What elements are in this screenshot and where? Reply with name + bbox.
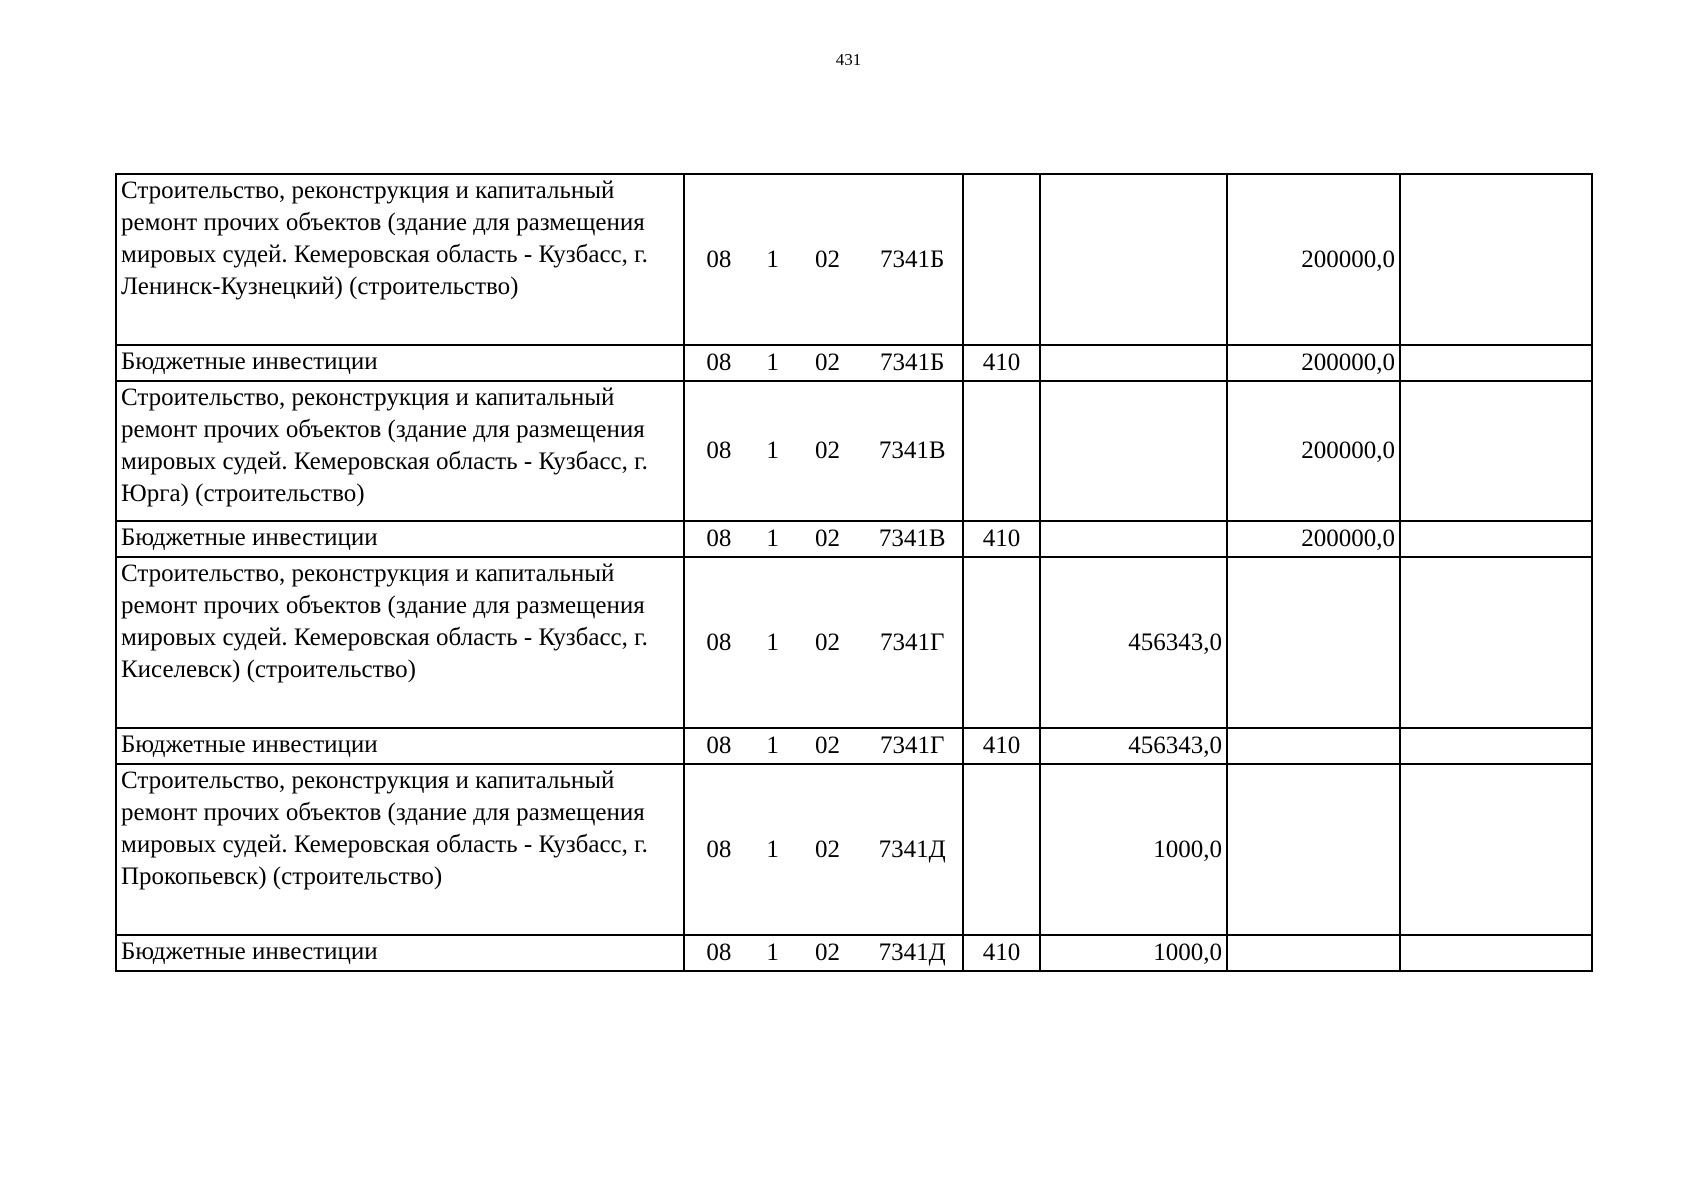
amount-3 xyxy=(1400,764,1592,935)
amount-2 xyxy=(1227,764,1400,935)
expense-type-code: 410 xyxy=(963,728,1040,764)
table-row xyxy=(116,935,1592,971)
amount-3 xyxy=(1400,345,1592,381)
row-name: Строительство, реконструкция и капитальный ремонт прочих объектов (здание для размещения мировых судей. Кемеровская область - Кузбасс, г. Киселевск) (строительство) xyxy=(116,557,684,728)
row-codes xyxy=(684,935,963,971)
program-code: 1 xyxy=(766,437,779,464)
program-code: 1 xyxy=(766,245,779,273)
amount-3 xyxy=(1400,521,1592,557)
row-name: Бюджетные инвестиции xyxy=(116,521,684,557)
subprogram-code: 02 xyxy=(814,835,840,863)
program-code: 1 xyxy=(766,349,779,376)
item-code: 7341Д xyxy=(878,939,946,966)
section-code: 08 xyxy=(706,349,732,376)
subprogram-code: 02 xyxy=(814,349,840,376)
amount-1: 456343,0 xyxy=(1040,557,1227,728)
expense-type-code xyxy=(963,557,1040,728)
subprogram-code: 02 xyxy=(814,628,840,656)
section-code: 08 xyxy=(706,245,732,273)
budget-table xyxy=(115,173,1593,972)
amount-3 xyxy=(1400,935,1592,971)
section-code: 08 xyxy=(706,835,732,863)
item-code: 7341В xyxy=(878,525,946,552)
page-number: 431 xyxy=(835,50,862,69)
table-row xyxy=(116,345,1592,381)
subprogram-code: 02 xyxy=(814,732,840,759)
table-row xyxy=(116,764,1592,935)
amount-2 xyxy=(1227,728,1400,764)
row-codes xyxy=(684,557,963,728)
subprogram-code: 02 xyxy=(814,525,840,552)
amount-3 xyxy=(1400,557,1592,728)
amount-2: 200000,0 xyxy=(1227,174,1400,345)
item-code: 7341Б xyxy=(880,245,945,273)
section-code: 08 xyxy=(706,628,732,656)
table-row xyxy=(116,557,1592,728)
row-name: Строительство, реконструкция и капитальный ремонт прочих объектов (здание для размещения мировых судей. Кемеровская область - Кузбасс, г. Ленинск-Кузнецкий) (строительство) xyxy=(116,174,684,345)
section-code: 08 xyxy=(706,732,732,759)
amount-2 xyxy=(1227,557,1400,728)
program-code: 1 xyxy=(766,835,779,863)
row-codes xyxy=(684,728,963,764)
amount-3 xyxy=(1400,174,1592,345)
table-row xyxy=(116,521,1592,557)
item-code: 7341Д xyxy=(878,835,946,863)
row-name: Бюджетные инвестиции xyxy=(116,345,684,381)
section-code: 08 xyxy=(706,525,732,552)
expense-type-code: 410 xyxy=(963,935,1040,971)
amount-1: 1000,0 xyxy=(1040,935,1227,971)
row-codes xyxy=(684,345,963,381)
program-code: 1 xyxy=(766,628,779,656)
amount-1: 1000,0 xyxy=(1040,764,1227,935)
amount-1: 456343,0 xyxy=(1040,728,1227,764)
row-name: Бюджетные инвестиции xyxy=(116,728,684,764)
expense-type-code: 410 xyxy=(963,521,1040,557)
section-code: 08 xyxy=(706,437,732,464)
amount-1 xyxy=(1040,345,1227,381)
item-code: 7341В xyxy=(878,437,946,464)
row-name: Строительство, реконструкция и капитальный ремонт прочих объектов (здание для размещения мировых судей. Кемеровская область - Кузбасс, г. Прокопьевск) (строительство) xyxy=(116,764,684,935)
table-row xyxy=(116,728,1592,764)
amount-2: 200000,0 xyxy=(1227,521,1400,557)
subprogram-code: 02 xyxy=(814,939,840,966)
amount-1 xyxy=(1040,521,1227,557)
expense-type-code xyxy=(963,764,1040,935)
row-codes xyxy=(684,381,963,521)
item-code: 7341Б xyxy=(880,349,945,376)
expense-type-code xyxy=(963,381,1040,521)
amount-1 xyxy=(1040,381,1227,521)
amount-3 xyxy=(1400,381,1592,521)
expense-type-code xyxy=(963,174,1040,345)
amount-2 xyxy=(1227,935,1400,971)
item-code: 7341Г xyxy=(879,732,945,759)
section-code: 08 xyxy=(706,939,732,966)
program-code: 1 xyxy=(766,939,779,966)
row-codes xyxy=(684,521,963,557)
program-code: 1 xyxy=(766,732,779,759)
table-row xyxy=(116,381,1592,521)
row-name: Строительство, реконструкция и капитальный ремонт прочих объектов (здание для размещения мировых судей. Кемеровская область - Кузбасс, г. Юрга) (строительство) xyxy=(116,381,684,521)
row-name: Бюджетные инвестиции xyxy=(116,935,684,971)
amount-3 xyxy=(1400,728,1592,764)
amount-2: 200000,0 xyxy=(1227,381,1400,521)
table-row xyxy=(116,174,1592,345)
row-codes xyxy=(684,174,963,345)
subprogram-code: 02 xyxy=(814,245,840,273)
subprogram-code: 02 xyxy=(814,437,840,464)
amount-2: 200000,0 xyxy=(1227,345,1400,381)
item-code: 7341Г xyxy=(879,628,945,656)
amount-1 xyxy=(1040,174,1227,345)
program-code: 1 xyxy=(766,525,779,552)
row-codes xyxy=(684,764,963,935)
expense-type-code: 410 xyxy=(963,345,1040,381)
